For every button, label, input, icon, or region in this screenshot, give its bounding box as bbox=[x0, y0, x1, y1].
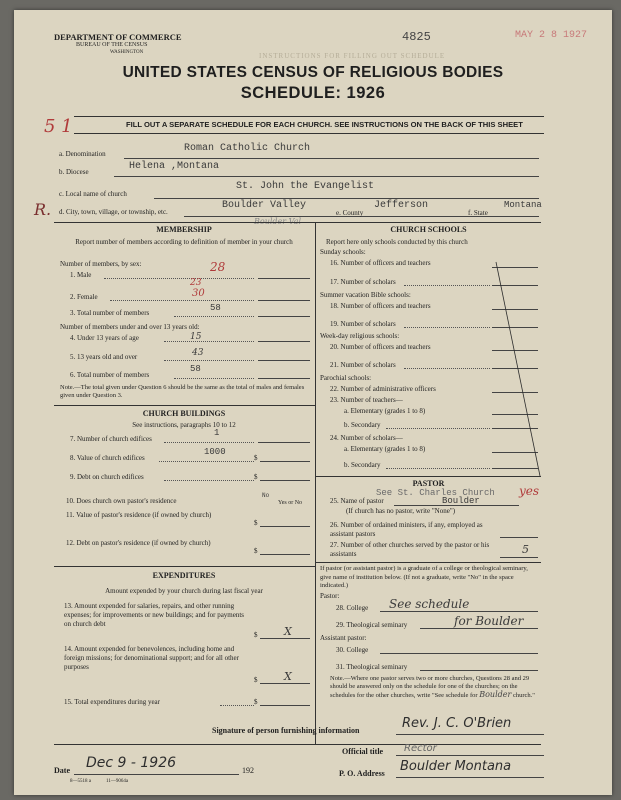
official-title-line bbox=[396, 755, 544, 756]
date-line bbox=[74, 774, 239, 775]
county-label: e. County bbox=[336, 209, 364, 217]
bureau-label: BUREAU OF THE CENSUS bbox=[76, 42, 148, 48]
city-label: d. City, town, village, or township, etc. bbox=[59, 208, 168, 216]
q4-entry-line bbox=[258, 341, 310, 342]
city-value: Boulder Valley bbox=[222, 200, 307, 211]
county-value: Jefferson bbox=[374, 200, 429, 211]
diocese-line bbox=[114, 176, 539, 177]
denomination-label: a. Denomination bbox=[59, 150, 106, 158]
q25-handwritten-mark: yes bbox=[519, 484, 540, 498]
expenditures-instructions: Amount expended by your church during last fiscal year bbox=[105, 587, 263, 595]
q9-entry-line bbox=[260, 480, 310, 481]
signature-value: Rev. J. C. O'Brien bbox=[402, 716, 512, 731]
q3-total-label: 3. Total number of members bbox=[70, 309, 150, 317]
q25-label: 25. Name of pastor bbox=[330, 497, 384, 505]
po-address-line bbox=[396, 777, 544, 778]
q24-label: 24. Number of scholars— bbox=[330, 434, 403, 442]
q19-leader bbox=[404, 327, 490, 328]
banner-bottom-rule bbox=[74, 133, 544, 134]
q23-label: 23. Number of teachers— bbox=[330, 396, 403, 404]
q22-label: 22. Number of administrative officers bbox=[330, 385, 436, 393]
q18-label: 18. Number of officers and teachers bbox=[330, 302, 431, 310]
date-value: Dec 9 - 1926 bbox=[86, 755, 177, 771]
expenditures-rule bbox=[54, 566, 315, 567]
instruction-banner: FILL OUT A SEPARATE SCHEDULE FOR EACH CHURCH. SEE INSTRUCTIONS ON THE BACK OF THIS SHEET bbox=[126, 120, 523, 129]
q5-over13-value: 43 bbox=[192, 348, 204, 358]
q10-label: 10. Does church own pastor's residence bbox=[66, 497, 177, 505]
pastor-subheading: Pastor: bbox=[320, 592, 340, 600]
q2-leader bbox=[110, 300, 254, 301]
q26-label: 26. Number of ordained ministers, if any, employed as assistant pastors bbox=[330, 521, 483, 538]
q8-dollar: $ bbox=[254, 454, 258, 462]
q2-entry-line bbox=[258, 300, 310, 301]
q7-entry-line bbox=[258, 442, 310, 443]
q5-over13-label: 5. 13 years old and over bbox=[70, 353, 138, 361]
q15-label: 15. Total expenditures during year bbox=[64, 698, 160, 706]
buildings-instructions: See instructions, paragraphs 10 to 12 bbox=[132, 421, 236, 429]
q4-leader bbox=[164, 341, 254, 342]
local-church-label: c. Local name of church bbox=[59, 190, 127, 198]
q2-female-label: 2. Female bbox=[70, 293, 98, 301]
q24b-label: b. Secondary bbox=[344, 461, 381, 469]
pastor-note-fill: Boulder bbox=[479, 690, 512, 699]
q24a-label: a. Elementary (grades 1 to 8) bbox=[344, 445, 426, 453]
buildings-title: CHURCH BUILDINGS bbox=[142, 409, 226, 418]
q24b-leader bbox=[386, 468, 490, 469]
pastor-note: Note.—Where one pastor serves two or more churches, Questions 28 and 29 should be answered only on the schedule for one of the churches; on the schedules for the other churches, write "See schedule for Boulder church." bbox=[330, 675, 535, 699]
pastor-rule bbox=[315, 476, 541, 477]
sunday-schools-label: Sunday schools: bbox=[320, 248, 366, 256]
q3-total-value: 58 bbox=[210, 303, 221, 313]
q7-value: 1 bbox=[214, 428, 220, 438]
q6-entry-line bbox=[258, 378, 310, 379]
q20-label: 20. Number of officers and teachers bbox=[330, 343, 431, 351]
q26-entry-line bbox=[500, 537, 538, 538]
q10-value: No bbox=[262, 492, 270, 499]
q19-label: 19. Number of scholars bbox=[330, 320, 396, 328]
schools-instructions: Report here only schools conducted by this church bbox=[326, 238, 468, 246]
signature-label: Signature of person furnishing information bbox=[212, 726, 360, 735]
q12-label: 12. Debt on pastor's residence (if owned by church) bbox=[66, 539, 211, 547]
handwritten-red-mark: 5 1 bbox=[44, 116, 73, 137]
q16-label: 16. Number of officers and teachers bbox=[330, 259, 431, 267]
q29-entry-line bbox=[420, 628, 538, 629]
q9-dollar: $ bbox=[254, 473, 258, 481]
pen-stroke-mark bbox=[494, 260, 544, 480]
members-by-sex-label: Number of members, by sex: bbox=[60, 260, 142, 268]
q28-entry-line bbox=[380, 611, 538, 612]
pastor-title: PASTOR bbox=[412, 479, 445, 488]
denomination-line bbox=[124, 158, 539, 159]
form-subtitle: SCHEDULE: 1926 bbox=[240, 84, 386, 102]
denomination-value: Roman Catholic Church bbox=[184, 143, 311, 154]
weekday-schools-label: Week-day religious schools: bbox=[320, 332, 400, 340]
parochial-schools-label: Parochial schools: bbox=[320, 374, 372, 382]
census-schedule-sheet bbox=[14, 10, 612, 795]
q11-label: 11. Value of pastor's residence (if owned by church) bbox=[66, 511, 212, 519]
q7-label: 7. Number of church edifices bbox=[70, 435, 152, 443]
q21-leader bbox=[404, 368, 490, 369]
q3-entry-line bbox=[258, 316, 310, 317]
form-title: UNITED STATES CENSUS OF RELIGIOUS BODIES bbox=[122, 64, 504, 81]
q25-value: Boulder bbox=[442, 496, 480, 506]
q8-value: 1000 bbox=[204, 447, 226, 457]
banner-top-rule bbox=[74, 116, 544, 117]
schedule-number: 4825 bbox=[402, 30, 431, 44]
local-church-line bbox=[154, 198, 539, 199]
q13-value: X bbox=[284, 625, 292, 638]
q28-label: 28. College bbox=[336, 604, 369, 612]
local-church-value: St. John the Evangelist bbox=[236, 181, 375, 192]
buildings-rule bbox=[54, 405, 315, 406]
expenditures-title: EXPENDITURES bbox=[152, 571, 216, 580]
q1-entry-line bbox=[258, 278, 310, 279]
received-date-stamp: MAY 2 8 1927 bbox=[515, 30, 588, 41]
q6-total-label: 6. Total number of members bbox=[70, 371, 150, 379]
q30-entry-line bbox=[380, 653, 538, 654]
signature-line bbox=[396, 734, 544, 735]
q17-label: 17. Number of scholars bbox=[330, 278, 396, 286]
q15-entry-line bbox=[260, 705, 310, 706]
q23a-label: a. Elementary (grades 1 to 8) bbox=[344, 407, 426, 415]
q29-label: 29. Theological seminary bbox=[336, 621, 408, 629]
date-year-suffix: 192 bbox=[242, 766, 254, 775]
summer-schools-label: Summer vacation Bible schools: bbox=[320, 291, 411, 299]
schools-title: CHURCH SCHOOLS bbox=[390, 225, 467, 234]
q25-note: (If church has no pastor, write "None") bbox=[346, 507, 456, 515]
q5-entry-line bbox=[258, 360, 310, 361]
q15-dollar: $ bbox=[254, 698, 258, 706]
po-address-label: P. O. Address bbox=[339, 769, 385, 778]
q10-options: Yes or No bbox=[278, 500, 303, 506]
q30-label: 30. College bbox=[336, 646, 369, 654]
q27-entry-line bbox=[500, 557, 538, 558]
po-address-value: Boulder Montana bbox=[400, 759, 512, 774]
q8-label: 8. Value of church edifices bbox=[70, 454, 145, 462]
q6-leader bbox=[174, 378, 254, 379]
q4-under13-label: 4. Under 13 years of age bbox=[70, 334, 139, 342]
q29-value: for Boulder bbox=[454, 614, 524, 628]
pastor-typed-overstrike: See St. Charles Church bbox=[376, 488, 495, 498]
q13-dollar: $ bbox=[254, 631, 258, 639]
print-code: 11—9064a bbox=[106, 779, 129, 784]
graduate-instructions: If pastor (or assistant pastor) is a graduate of a college or theological seminary, give name of institution below. (If not a graduate, write "No" in the space indicated.) bbox=[320, 565, 528, 589]
q6-total-value: 58 bbox=[190, 364, 201, 374]
q5-leader bbox=[164, 360, 254, 361]
q9-label: 9. Debt on church edifices bbox=[70, 473, 144, 481]
q14-entry-line bbox=[260, 683, 310, 684]
q23b-label: b. Secondary bbox=[344, 421, 381, 429]
q7-leader bbox=[164, 442, 254, 443]
state-value: Montana bbox=[504, 200, 542, 210]
q1-leader bbox=[104, 278, 254, 279]
assistant-pastor-subheading: Assistant pastor: bbox=[320, 634, 367, 642]
q2-overwritten-value: 23 bbox=[190, 278, 202, 288]
table-top-rule bbox=[54, 222, 541, 223]
diocese-value: Helena ,Montana bbox=[129, 161, 220, 172]
q13-entry-line bbox=[260, 638, 310, 639]
q11-dollar: $ bbox=[254, 519, 258, 527]
q31-label: 31. Theological seminary bbox=[336, 663, 408, 671]
official-title-label: Official title bbox=[342, 747, 384, 756]
q3-leader bbox=[174, 316, 254, 317]
q4-under13-value: 15 bbox=[190, 332, 202, 342]
q9-leader bbox=[164, 480, 254, 481]
official-title-value: Rector bbox=[404, 743, 437, 754]
city-label: WASHINGTON bbox=[110, 50, 144, 55]
q14-label: 14. Amount expended for benevolences, including home and foreign missions; for denominational support; and for all other purposes bbox=[64, 645, 239, 672]
table-bottom-rule bbox=[54, 744, 541, 745]
department-label: DEPARTMENT OF COMMERCE bbox=[54, 32, 182, 42]
q14-value: X bbox=[284, 670, 292, 683]
date-label: Date bbox=[54, 766, 70, 775]
membership-instructions: Report number of members according to definition of member in your church bbox=[75, 238, 293, 246]
form-code: 8—5518 a bbox=[70, 779, 91, 784]
q13-label: 13. Amount expended for salaries, repairs, and other running expenses; for improvements or new buildings; and for payments on church debt bbox=[64, 602, 245, 629]
q12-dollar: $ bbox=[254, 547, 258, 555]
faint-heading-bleedthrough: INSTRUCTIONS FOR FILLING OUT SCHEDULE bbox=[259, 52, 446, 60]
q1-male-label: 1. Male bbox=[70, 271, 92, 279]
q31-entry-line bbox=[420, 670, 538, 671]
diocese-label: b. Diocese bbox=[59, 168, 89, 176]
q2-female-value: 30 bbox=[192, 288, 205, 299]
membership-title: MEMBERSHIP bbox=[156, 225, 212, 234]
q15-leader bbox=[220, 705, 254, 706]
q1-male-value: 28 bbox=[210, 260, 226, 274]
q27-value: 5 bbox=[522, 543, 529, 556]
q17-leader bbox=[404, 285, 490, 286]
q23b-leader bbox=[386, 428, 490, 429]
margin-handwritten-mark: R. bbox=[34, 200, 52, 219]
membership-note: Note.—The total given under Question 6 should be the same as the total of males and females given under Question 3. bbox=[60, 384, 305, 399]
q21-label: 21. Number of scholars bbox=[330, 361, 396, 369]
age-intro-label: Number of members under and over 13 years old: bbox=[60, 323, 200, 331]
q28-value: See schedule bbox=[389, 597, 470, 611]
state-label: f. State bbox=[468, 209, 488, 217]
q12-entry-line bbox=[260, 554, 310, 555]
q8-entry-line bbox=[260, 461, 310, 462]
q14-dollar: $ bbox=[254, 676, 258, 684]
graduate-rule bbox=[315, 562, 541, 563]
q27-label: 27. Number of other churches served by the pastor or his assistants bbox=[330, 541, 490, 558]
q8-leader bbox=[159, 461, 254, 462]
q11-entry-line bbox=[260, 526, 310, 527]
